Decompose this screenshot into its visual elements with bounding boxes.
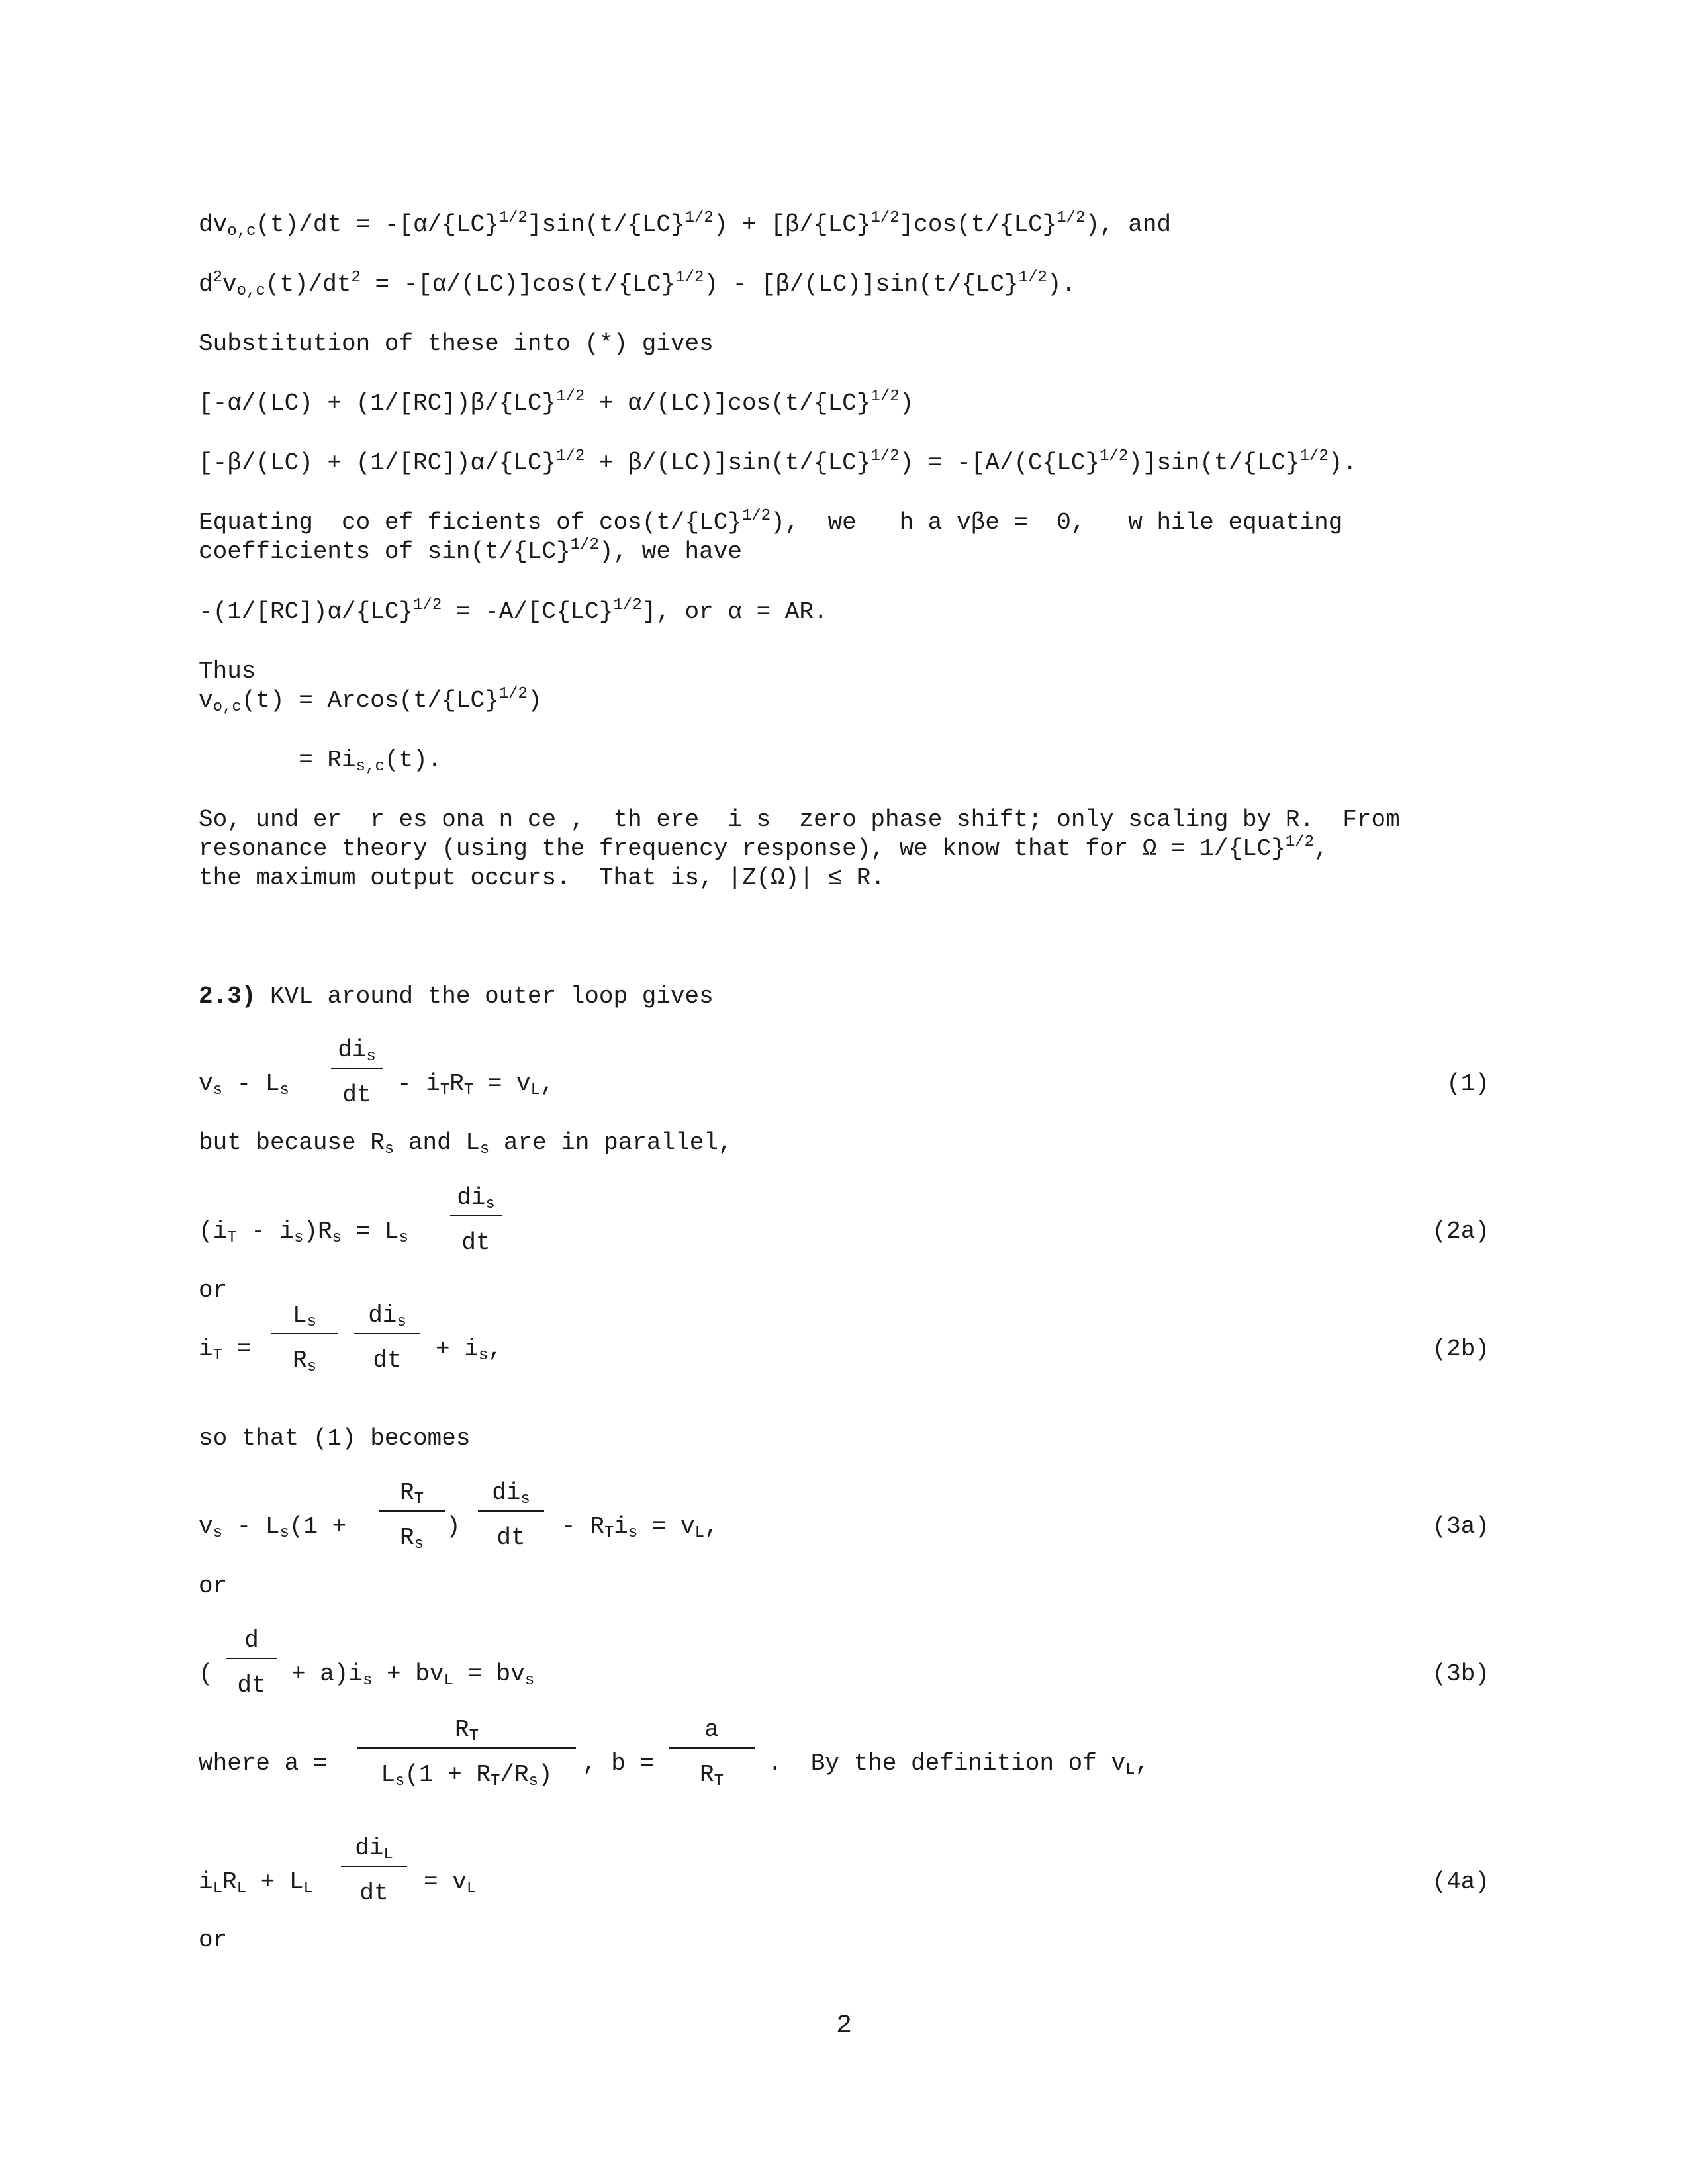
eq2b-denominator-1: $R_s$	[292, 1347, 316, 1376]
section-heading-line	[199, 982, 714, 1011]
cos-terms-line: [-α/(LC) + (1/[RC])β/{LC}$^{1/2}$ + α/(LC)]cos(t/{LC}$^{1/2}$)	[199, 388, 914, 417]
alpha-result: -(1/[RC])α/{LC}$^{1/2}$ = -A/[C{LC}$^{1/2}$], or α = AR.	[199, 596, 828, 625]
sin-terms-line: [-β/(LC) + (1/[RC])α/{LC}$^{1/2}$ + β/(LC)]sin(t/{LC}$^{1/2}$) = -[A/(C{LC}$^{1/2}$)]sin(t/{LC}$^{1/2}$).	[199, 447, 1357, 477]
eq3a-mid: )	[446, 1513, 461, 1540]
definition-text: . By the definition of $v_L$,	[768, 1750, 1150, 1779]
ri-equation: = $Ri_{s,c}(t)$.	[199, 747, 442, 776]
eq2a-numerator: $di_s$	[457, 1184, 495, 1213]
eq4a-numerator: $di_L$	[355, 1835, 393, 1864]
eq2a-tag: (2a)	[1432, 1218, 1489, 1245]
eq2b-fraction-2	[354, 1301, 420, 1375]
eq2b-denominator-2: dt	[373, 1347, 402, 1374]
eq3b-numerator: d	[244, 1627, 259, 1654]
eq3b-denominator: dt	[237, 1672, 266, 1699]
so-that-text: so that (1) becomes	[199, 1425, 471, 1452]
or-text-3: or	[199, 1927, 228, 1954]
or-text-1: or	[199, 1277, 228, 1304]
thus-text: Thus	[199, 658, 256, 685]
page-number: 2	[835, 2011, 852, 2041]
comma-b-text: , b =	[583, 1750, 655, 1777]
b-denominator: $R_T$	[699, 1761, 724, 1790]
eq3a-numerator-2: $di_s$	[492, 1479, 530, 1508]
eq1-left: $v_s - L_s$	[199, 1070, 289, 1099]
eq1-numerator: $di_s$	[338, 1036, 376, 1066]
eq2b-numerator-1: $L_s$	[292, 1302, 316, 1331]
resonance-line-3: the maximum output occurs. That is, |Z(Ω)| ≤ R.	[199, 864, 885, 891]
resonance-line-2: resonance theory (using the frequency response), we know that for Ω = 1/{LC}$^{1/2}$,	[199, 833, 1329, 862]
derivative-first: $dv_{o,c}(t)/dt = -[\alpha/\{LC\}^{1/2}]\sin(t/\{LC\}^{1/2}) + [\beta/\{LC\}^{1/2}]\cos(t/\{LC\}^{1/2})$, and	[199, 209, 1172, 240]
equating-line-2: coefficients of sin(t/{LC}$^{1/2}$), we have	[199, 536, 742, 565]
eq2a-left: $(i_T - i_s)R_s = L_s$	[199, 1218, 408, 1247]
section-number: 2.3)	[199, 983, 256, 1010]
eq3a-denominator-2: dt	[496, 1524, 526, 1551]
a-numerator: $R_T$	[454, 1716, 479, 1745]
substitution-text: Substitution of these into (*) gives	[199, 330, 714, 357]
b-numerator: a	[704, 1716, 719, 1743]
eq3a-left: $v_s - L_s(1$ +	[199, 1513, 347, 1542]
parallel-text: but because $R_s$ and $L_s$ are in parallel,	[199, 1129, 733, 1158]
eq3a-numerator-1: $R_T$	[399, 1479, 424, 1508]
eq2b-fraction-1	[271, 1301, 338, 1375]
eq2a-denominator: dt	[461, 1229, 491, 1256]
eq4a-fraction	[341, 1834, 407, 1908]
eq3b-fraction	[226, 1626, 277, 1700]
eq4a-denominator: dt	[359, 1880, 389, 1907]
resonance-line-1: So, und er r es ona n ce , th ere i s zero phase shift; only scaling by R. From	[199, 806, 1400, 833]
voc-equation: $v_{o,c}(t) = Arcos(t/\{LC\}^{1/2})$	[199, 685, 542, 716]
eq1-denominator: dt	[342, 1081, 371, 1109]
derivative-second: $d^2v_{o,c}(t)/dt^2 = -[\alpha/(LC)]\cos(t/\{LC\}^{1/2}) - [\beta/(LC)]\sin(t/\{LC\}^{1/2})$.	[199, 269, 1076, 300]
eq4a-left: $i_LR_L + L_L$	[199, 1868, 313, 1897]
eq2b-right: + $i_s$,	[436, 1336, 502, 1365]
eq3a-fraction-1	[379, 1479, 445, 1553]
eq3a-fraction-2	[478, 1479, 544, 1553]
eq2b-numerator-2: $di_s$	[368, 1302, 406, 1331]
a-denominator: $L_s(1 + R_T/R_s)$	[381, 1761, 553, 1790]
equating-line-1: Equating co ef ficients of cos(t/{LC}$^{1/2}$), we h a vβe = 0, w hile equating	[199, 507, 1343, 536]
eq3b-tag: (3b)	[1432, 1661, 1489, 1688]
eq3a-tag: (3a)	[1432, 1513, 1489, 1540]
eq3b-right: + $a)i_s + bv_L = bv_s$	[291, 1661, 535, 1690]
or-text-2: or	[199, 1572, 228, 1600]
eq1-right: - $i_TR_T = v_L$,	[397, 1070, 555, 1099]
b-fraction	[669, 1715, 755, 1790]
eq2b-tag: (2b)	[1432, 1336, 1489, 1363]
eq2a-fraction	[450, 1183, 502, 1257]
a-fraction	[357, 1715, 576, 1790]
eq3a-denominator-1: $R_s$	[399, 1524, 424, 1553]
eq4a-right: = $v_L$	[424, 1868, 477, 1897]
where-a-text: where a =	[199, 1750, 328, 1777]
eq4a-tag: (4a)	[1432, 1868, 1489, 1895]
eq3b-left: (	[199, 1661, 213, 1688]
eq2b-left: $i_T$ =	[199, 1336, 252, 1365]
eq1-fraction	[331, 1036, 383, 1110]
eq1-tag: (1)	[1446, 1070, 1489, 1097]
eq3a-right: - $R_Ti_s = v_L$,	[561, 1513, 719, 1542]
section-intro: KVL around the outer loop gives	[256, 983, 714, 1010]
